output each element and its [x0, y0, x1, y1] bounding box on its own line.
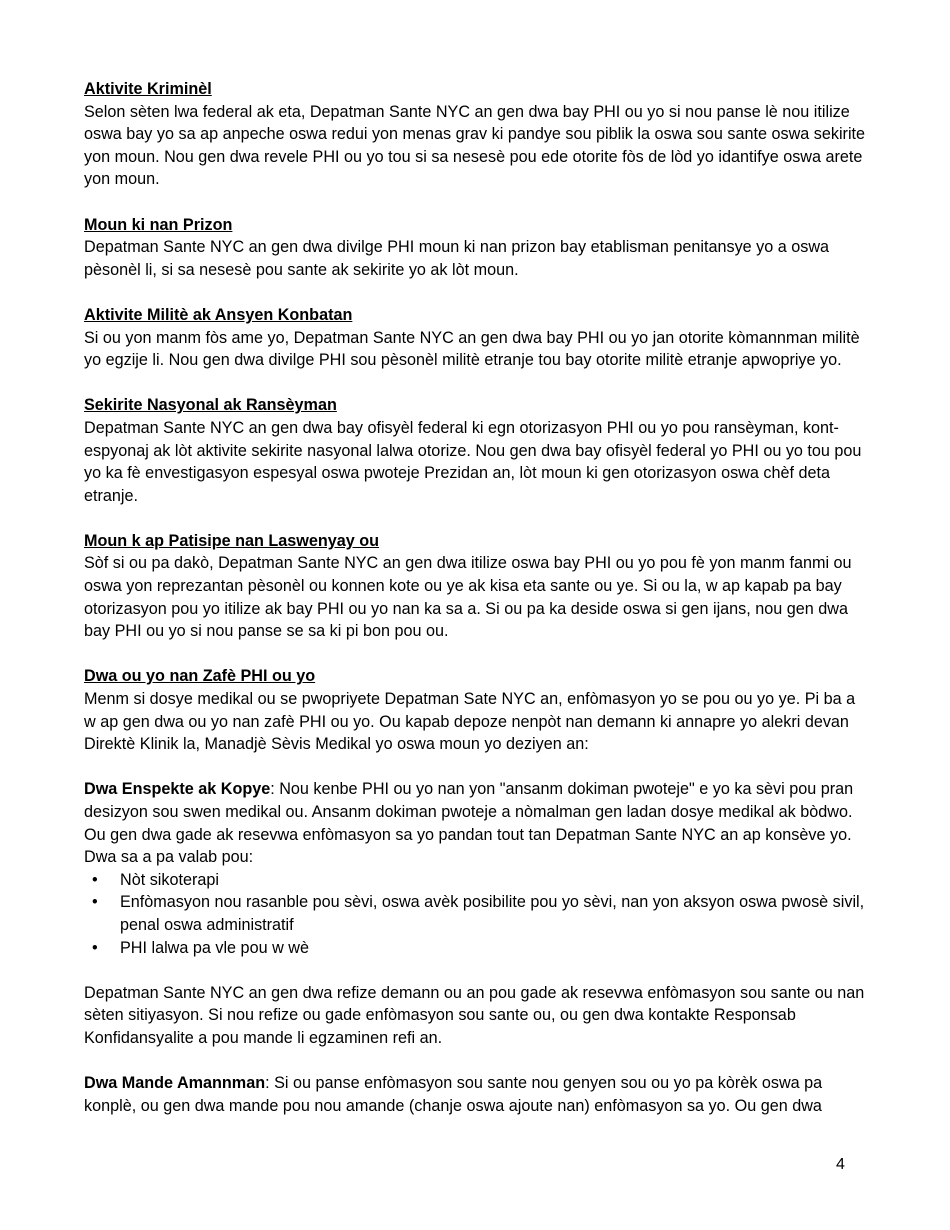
section-prisoners	[84, 214, 870, 282]
section-your-rights	[84, 665, 870, 755]
section-heading: Aktivite Kriminèl	[84, 80, 212, 98]
section-body: Depatman Sante NYC an gen dwa divilge PHI moun ki nan prizon bay etablisman penitansye yo a oswa pèsonèl li, si sa nesesè pou sante ak sekirite yo ak lòt moun.	[84, 238, 830, 279]
page-number: 4	[836, 1156, 845, 1173]
section-national-security	[84, 394, 870, 507]
section-heading: Sekirite Nasyonal ak Ransèyman	[84, 396, 337, 415]
right-to-amend-text	[84, 1072, 870, 1117]
section-heading: Moun ki nan Prizon	[84, 215, 233, 234]
section-heading: Moun k ap Patisipe nan Laswenyay ou	[84, 531, 380, 550]
section-body: Menm si dosye medikal ou se pwopriyete Depatman Sate NYC an, enfòmasyon yo se pou ou yo ye. Pi ba a w ap gen dwa ou yo nan zafè PHI ou yo. Ou kapab depoze nenpòt nan demann ki annapre yo alekri devan Direktè Klinik la, Manadjè Sèvis Medikal yo oswa moun yo deziyen an:	[84, 690, 856, 754]
section-criminal-activity	[84, 78, 870, 191]
section-care-participants	[84, 530, 870, 643]
section-body: Depatman Sante NYC an gen dwa bay ofisyèl federal ki egn otorizasyon PHI ou yo pou ransèyman, kont-espyonaj ak lòt aktivite sekirite nasyonal lalwa otorize. Nou gen dwa bay ofisyèl federal yo PHI ou yo tou pou yo ka fè envestigasyon espesyal oswa pwoteje Prezidan an, lòt moun ki gen otorizasyon oswa chèf deta etranje.	[84, 418, 862, 505]
section-body: Sòf si ou pa dakò, Depatman Sante NYC an gen dwa itilize oswa bay PHI ou yo pou fè yon manm fanmi ou oswa yon reprezantan pèsonèl ou konnen kote ou ye ak kisa eta sante ou ye. Si ou la, w ap kapab pa bay otorizasyon pou yo itilize ak bay PHI ou yo nan ka sa a. Si ou pa ka deside oswa si gen ijans, nou gen dwa bay PHI ou yo si nou panse se sa ki pi bon pou ou.	[84, 554, 852, 641]
right-to-inspect	[84, 778, 870, 959]
exceptions-list	[84, 869, 870, 959]
section-body: Si ou yon manm fòs ame yo, Depatman Sante NYC an gen dwa bay PHI ou yo jan otorite kòmannman militè yo egzije li. Nou gen dwa divilge PHI sou pèsonèl militè etranje tou bay otorite militè etranje apwopriye yo.	[84, 328, 860, 370]
right-to-amend-body: : Si ou panse enfòmasyon sou sante nou genyen sou ou yo pa kòrèk oswa pa konplè, ou gen dwa mande pou nou amande (chanje oswa ajoute nan) enfòmasyon sa yo. Ou gen dwa	[84, 1074, 823, 1115]
right-to-inspect-body: : Nou kenbe PHI ou yo nan yon "ansanm dokiman pwoteje" e yo ka sèvi pou pran desizyon sou swen medikal ou. Ansanm dokiman pwoteje a nòmalman gen ladan dosye medikal ak bòdwo. Ou gen dwa gade ak resevwa enfòmasyon sa yo pandan tout tan Depatman Sante NYC an ap konsève yo. Dwa sa a pa valab pou:	[84, 780, 854, 867]
section-military	[84, 304, 870, 372]
right-to-inspect-title: Dwa Enspekte ak Kopye	[84, 780, 271, 799]
list-item: • Enfòmasyon nou rasanble pou sèvi, oswa avèk posibilite pou yo sèvi, nan yon aksyon oswa pwosè sivil, penal oswa administratif	[84, 891, 870, 936]
right-to-inspect-text	[84, 778, 870, 868]
section-body: Selon sèten lwa federal ak eta, Depatman Sante NYC an gen dwa bay PHI ou yo si nou panse lè nou itilize oswa bay yo sa ap anpeche oswa redui yon menas grav ki pandye sou piblik la oswa sou sante oswa sekirite yon moun. Nou gen dwa revele PHI ou yo tou si sa nesesè pou ede otorite fòs de lòd yo idantifye oswa arete yon moun.	[84, 102, 866, 189]
denial-paragraph: Depatman Sante NYC an gen dwa refize demann ou an pou gade ak resevwa enfòmasyon sou sante ou nan sèten sitiyasyon. Si nou refize ou gade enfòmasyon sou sante ou, ou gen dwa kontakte Responsab Konfidansyalite a pou mande li egzaminen refi an.	[84, 983, 865, 1047]
right-to-amend-title: Dwa Mande Amannman	[84, 1074, 266, 1093]
list-item: • PHI lalwa pa vle pou w wè	[84, 937, 870, 960]
section-heading: Dwa ou yo nan Zafè PHI ou yo	[84, 667, 316, 686]
list-item: • Nòt sikoterapi	[84, 869, 870, 892]
section-heading: Aktivite Militè ak Ansyen Konbatan	[84, 305, 353, 324]
document-page	[84, 78, 870, 1117]
